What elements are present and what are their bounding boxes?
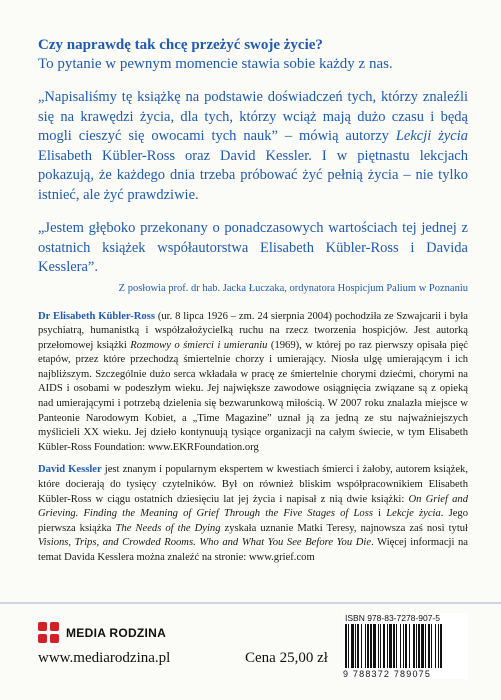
footer-divider bbox=[0, 602, 501, 604]
barcode-block bbox=[343, 613, 468, 679]
bio-kessler-part5: . Więcej informacji na temat Davida Kesslera można znaleźć na stronie: www.grief.com bbox=[38, 537, 469, 563]
bio-kessler-title2: Lekcje życia bbox=[386, 508, 441, 520]
bio-kubler-ross-part2: (1969), w której po raz pierwszy opisała pięć etapów, przez które przechodzą śmiertelnie chorzy i umierający. Niosła ulgę umierającym i ich najbliższym. Szczególnie dużo serca wkładała w pracę ze śmiertelnie chorymi dziećmi, chorymi na AIDS i osobami w podeszłym wieku. Jej największe zawodowe osiągnięcia związane są z opieką nad umierającymi i potrzebą dzielenia się bezwarunkową miłością. W 2007 roku znalazła miejsce w Panteonie Narodowym Kobiet, a „Time Magazine” uznał ją za jedną ze stu najważniejszych myślicieli XX wieku. Jej dzieło kontynuują tysiące organizacji na całym świecie, w tym Elisabeth Kübler-Ross Foundation: www.EKRFoundation.org bbox=[38, 339, 469, 453]
barcode-icon bbox=[343, 624, 468, 668]
bio-kessler-name: David Kessler bbox=[38, 464, 102, 476]
cover-text bbox=[38, 36, 468, 574]
authors-quote-part1: „Napisaliśmy tę książkę na podstawie doświadczeń tych, którzy znaleźli się na krawędzi życia, dla tych, którzy wciąż mają dużo czasu i będą mogli cieszyć się owocami tych nauk” – mówią autorzy bbox=[38, 89, 468, 144]
bio-kessler-part2: i bbox=[372, 508, 387, 520]
bio-kessler bbox=[38, 463, 468, 565]
bio-kessler-part3: . Jego pierwsza książka bbox=[38, 508, 469, 534]
authors-quote-title: Lekcji życia bbox=[395, 128, 468, 144]
bio-kessler-part4: zyskała uznanie Matki Teresy, najnowsza zaś nosi tytuł bbox=[220, 522, 469, 534]
intro-line: To pytanie w pewnym momencie stawia sobie każdy z nas. bbox=[38, 56, 393, 72]
isbn-number: ISBN 978-83-7278-907-5 bbox=[345, 613, 440, 623]
bio-kubler-ross-name: Dr Elisabeth Kübler-Ross bbox=[38, 310, 155, 322]
barcode-digits: 9 788372 789075 bbox=[343, 669, 432, 679]
endorsement-source: Z posłowia prof. dr hab. Jacka Łuczaka, ordynatora Hospicjum Palium w Poznaniu bbox=[118, 282, 468, 294]
publisher-name: MEDIA RODZINA bbox=[66, 626, 167, 640]
bio-kubler-ross bbox=[38, 310, 468, 456]
publisher-logo bbox=[38, 622, 166, 644]
price-label: Cena 25,00 zł bbox=[245, 650, 328, 666]
bio-kessler-title3: The Needs of the Dying bbox=[115, 522, 221, 534]
publisher-website: www.mediarodzina.pl bbox=[38, 650, 171, 666]
bio-kessler-title1: On Grief and Grieving. Finding the Meaning of Grief Through the Five Stages of Loss bbox=[38, 493, 468, 520]
bio-kubler-ross-part1: (ur. 8 lipca 1926 – zm. 24 sierpnia 2004) pochodziła ze Szwajcarii i była psychiatrą, humanistką i współzałożycielką ruchu na rzecz tworzenia hospicjów. Jest autorką przełomowej książki bbox=[38, 310, 468, 351]
authors-quote-part2: Elisabeth Kübler-Ross oraz David Kessler. I w piętnastu lekcjach pokazują, że każdego dnia trzeba próbować żyć pełnią życia – nie tylko istnieć, ale żyć prawdziwie. bbox=[38, 147, 468, 203]
bio-kessler-title4: Visions, Trips, and Crowded Rooms. Who and What You See Before You Die bbox=[38, 537, 372, 549]
headline-question: Czy naprawdę tak chcę przeżyć swoje życie? bbox=[38, 37, 323, 53]
endorsement-quote: „Jestem głęboko przekonany o ponadczasowych wartościach tej jednej z ostatnich książek współautorstwa Elisabeth Kübler-Ross i Davida Kesslera”. bbox=[38, 220, 468, 275]
four-squares-icon bbox=[38, 622, 60, 644]
authors-quote bbox=[38, 88, 468, 205]
bio-kessler-part1: jest znanym i popularnym ekspertem w kwestiach śmierci i żałoby, autorem książek, które docierają do tysięcy czytelników. Był on również bliskim współpracownikiem Elisabeth Kübler-Ross w ciągu ostatnich dziesięciu lat jej życia i napisał z nią dwie książki: bbox=[38, 464, 469, 505]
bio-kubler-ross-title: Rozmowy o śmierci i umieraniu bbox=[130, 339, 268, 351]
